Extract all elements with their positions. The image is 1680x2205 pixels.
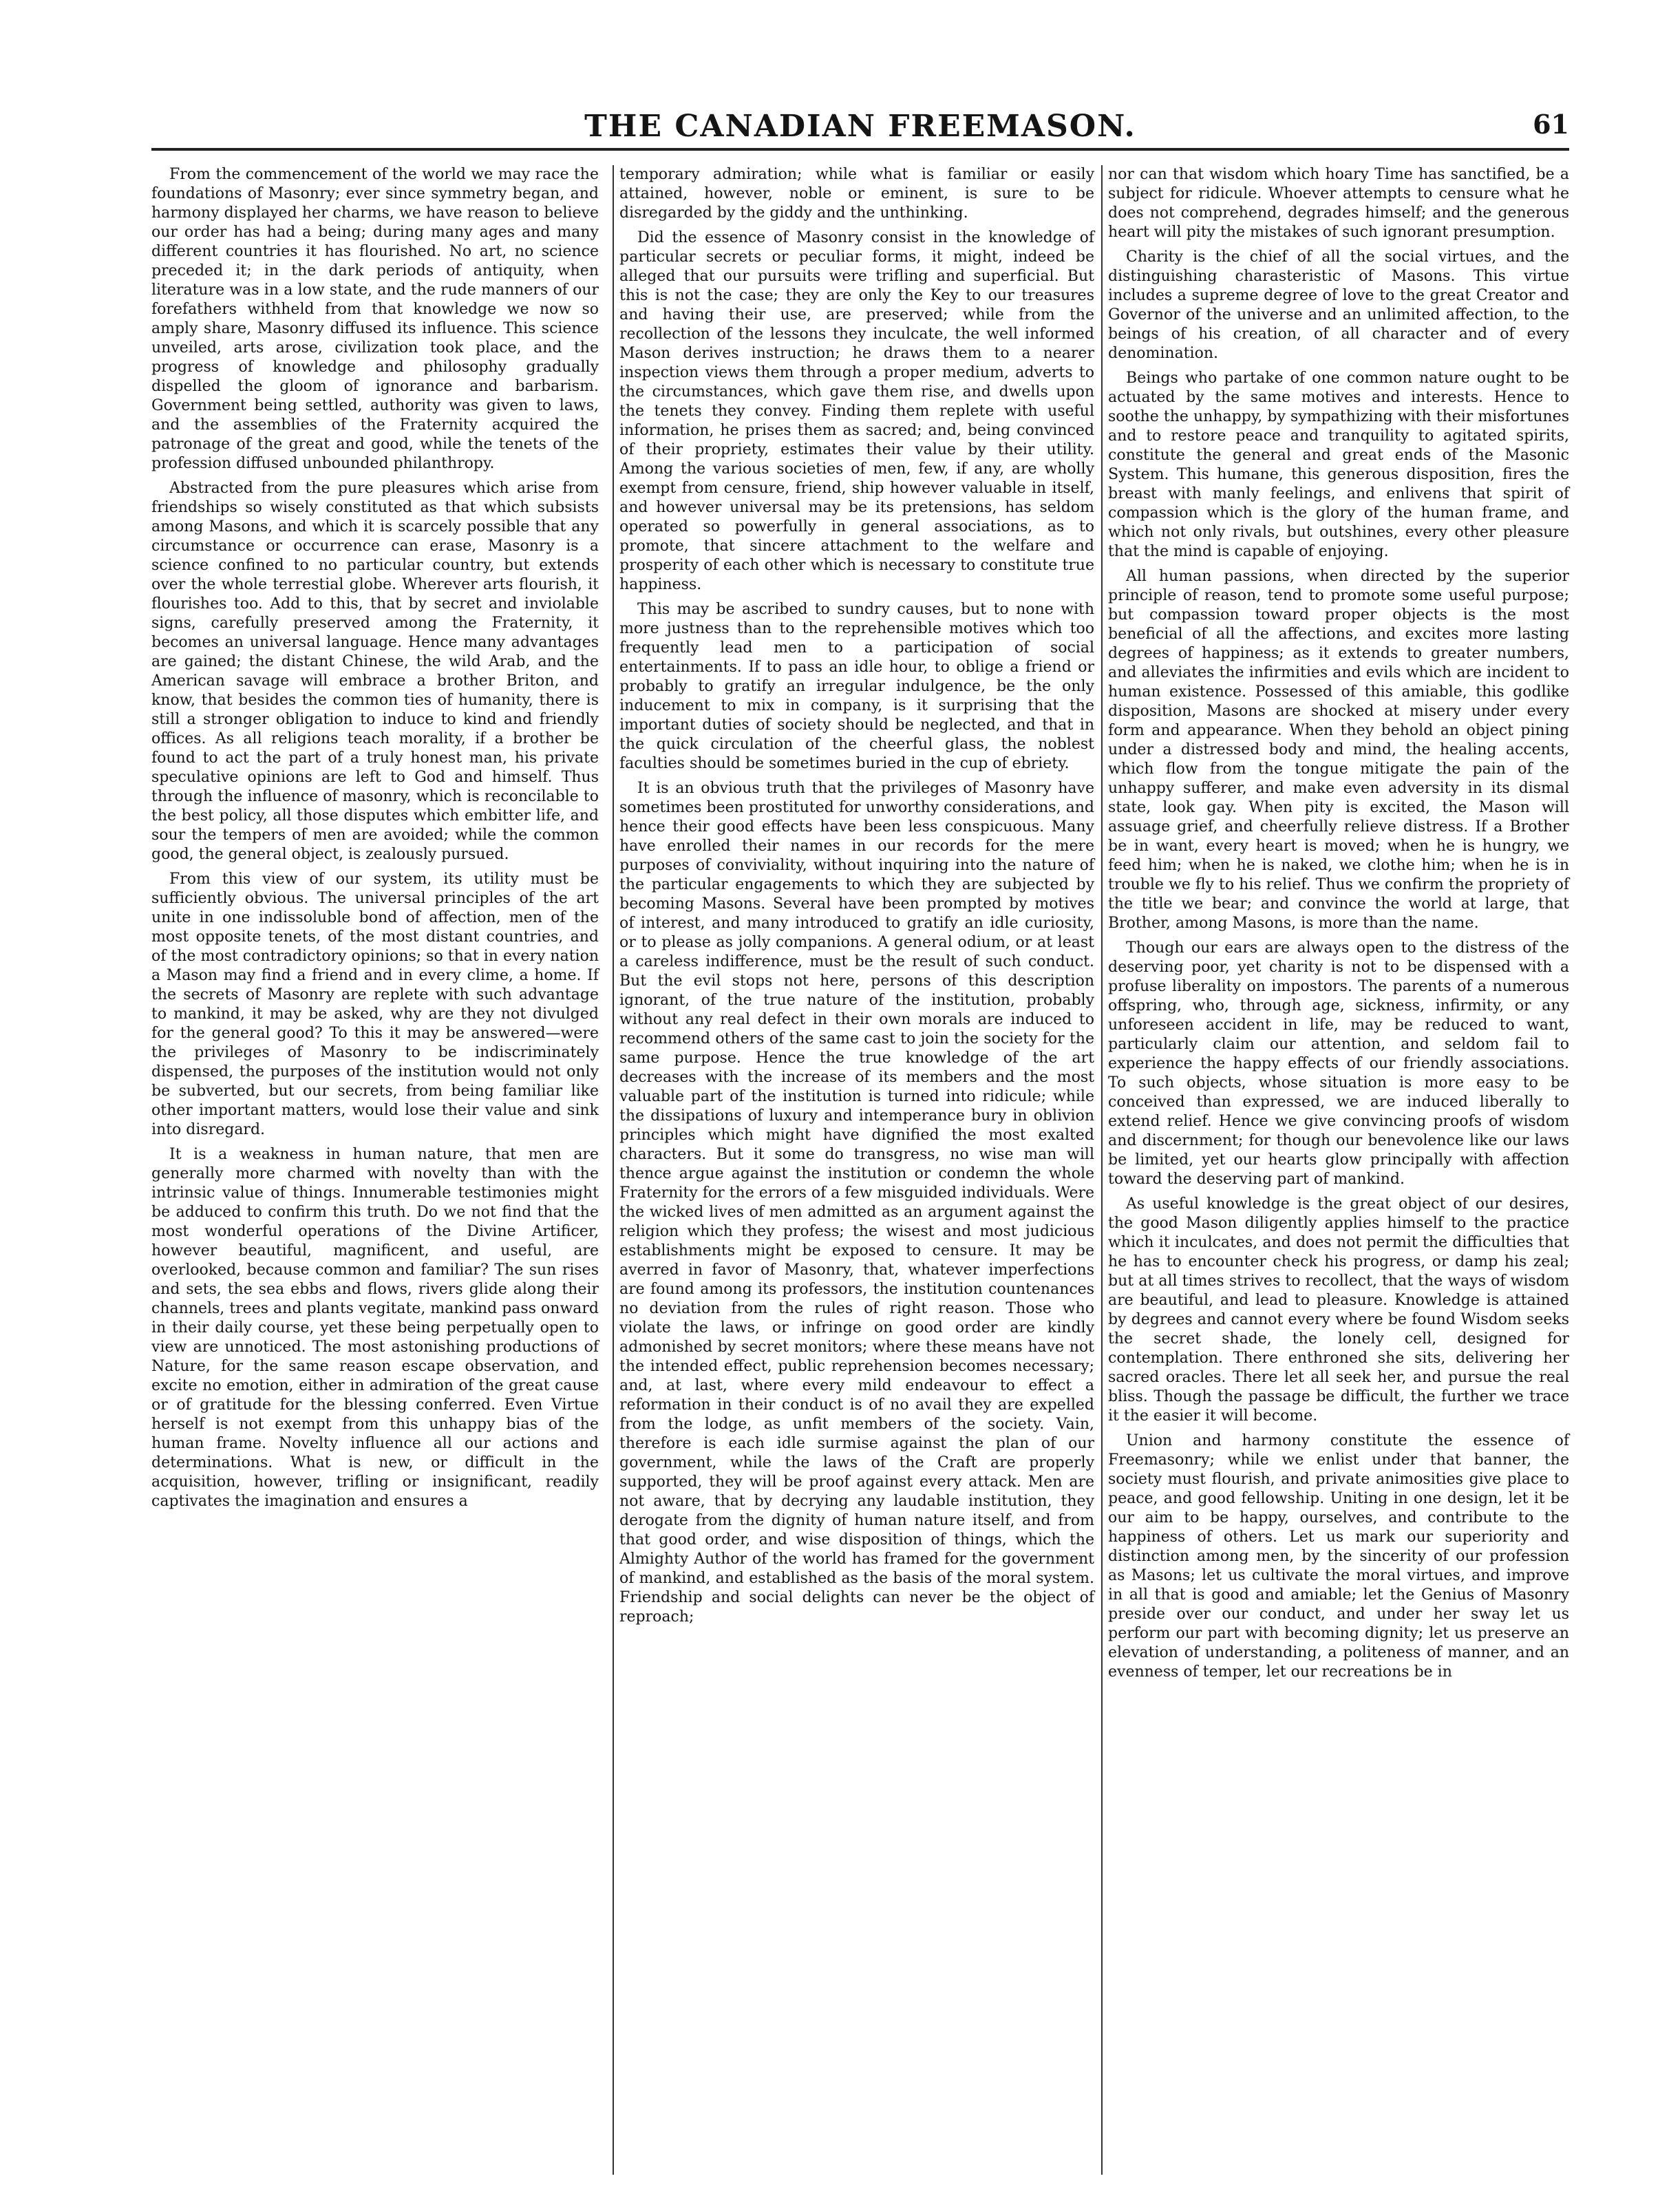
column-3 (1108, 165, 1569, 1687)
paragraph: It is an obvious truth that the privileges of Masonry have sometimes been prostituted for unworthy considerations, and hence their good effects have been less conspicuous. Many have enrolled their names in our records for the mere purposes of conviviality, without inquiring into the nature of the particular engagements to which they are subjected by becoming Masons. Several have been prompted by motives of interest, and many introduced to gratify an idle curiosity, or to please as jolly companions. A general odium, or at least a careless indifference, must be the result of such conduct. But the evil stops not here, persons of this description ignorant, of the true nature of the institution, probably without any real defect in their own morals are induced to recommend others of the same cast to join the society for the same purpose. Hence the true knowledge of the art decreases with the increase of its members and the most valuable part of the institution is turned into ridicule; while the dissipations of luxury and intemperance bury in oblivion principles which might have dignified the most exalted characters. But it some do transgress, no wise man will thence argue against the institution or condemn the whole Fraternity for the errors of a few misguided individuals. Were the wicked lives of men admitted as an argument against the religion which they profess; the wisest and most judicious establishments might be exposed to censure. It may be averred in favor of Masonry, that, whatever imperfections are found among its professors, the institution countenances no deviation from the rules of right reason. Those who violate the laws, or infringe on good order are kindly admonished by secret monitors; where these means have not the intended effect, public reprehension becomes necessary; and, at last, where every mild endeavour to effect a reformation in their conduct is of no avail they are expelled from the lodge, as unfit members of the society. Vain, therefore is each idle surmise against the plan of our government, while the laws of the Craft are properly supported, they will be proof against every attack. Men are not aware, that by decrying any laudable institution, they derogate from the dignity of human nature itself, and from that good order, and wise disposition of things, which the Almighty Author of the world has framed for the government of mankind, and established as the basis of the moral system. Friendship and social delights can never be the object of reproach; (619, 780, 1094, 1626)
page-number: 61 (1533, 109, 1569, 140)
paragraph: Charity is the chief of all the social virtues, and the distinguishing charasteristic of Masons. This virtue includes a supreme degree of love to the great Creator and Governor of the universe and an unlimited affection, to the beings of his creation, of all character and of every denomination. (1108, 248, 1569, 362)
column-1 (151, 165, 599, 1517)
paragraph: All human passions, when directed by the superior principle of reason, tend to promote some useful purpose; but compassion toward proper objects is the most beneficial of all the affections, and excites more lasting degrees of happiness; as it extends to greater numbers, and alleviates the infirmities and evils which are incident to human existence. Possessed of this amiable, this godlike disposition, Masons are shocked at misery under every form and appearance. When they behold an object pining under a distressed body and mind, the healing accents, which flow from the tongue mitigate the pain of the unhappy sufferer, and make even adversity in its dismal state, look gay. When pity is excited, the Mason will assuage grief, and cheerfully relieve distress. If a Brother be in want, every heart is moved; when he is hungry, we feed him; when he is naked, we clothe him; when he is in trouble we fly to his relief. Thus we confirm the propriety of the title we bear; and convince the world at large, that Brother, among Masons, is more than the name. (1108, 568, 1569, 932)
column-divider (1101, 165, 1103, 2175)
paragraph: It is a weakness in human nature, that men are generally more charmed with novelty than with the intrinsic value of things. Innumerable testimonies might be adduced to confirm this truth. Do we not find that the most wonderful operations of the Divine Artificer, however beautiful, magnificent, and useful, are overlooked, because common and familiar? The sun rises and sets, the sea ebbs and flows, rivers glide along their channels, trees and plants vegitate, mankind pass onward in their daily course, yet these being perpetually open to view are unnoticed. The most astonishing productions of Nature, for the same reason escape observation, and excite no emotion, either in admiration of the great cause or of gratitude for the blessing conferred. Even Virtue herself is not exempt from this unhappy bias of the human frame. Novelty influence all our actions and determinations. What is new, or difficult in the acquisition, however, trifling or insignificant, readily captivates the imagination and ensures a (151, 1146, 599, 1510)
paragraph: From this view of our system, its utility must be sufficiently obvious. The universal principles of the art unite in one indissoluble bond of affection, men of the most opposite tenets, of the most distant countries, and of the most contradictory opinions; so that in every nation a Mason may find a friend and in every clime, a home. If the secrets of Masonry are replete with such advantage to mankind, it may be asked, why are they not divulged for the general good? To this it may be answered—were the privileges of Masonry to be indiscriminately dispensed, the purposes of the institution would not only be subverted, but our secrets, from being familiar like other important matters, would lose their value and sink into disregard. (151, 871, 599, 1138)
paragraph: Beings who partake of one common nature ought to be actuated by the same motives and interests. Hence to soothe the unhappy, by sympathizing with their misfortunes and to restore peace and tranquility to agitated spirits, constitute the general and great ends of the Masonic System. This humane, this generous disposition, fires the breast with manly feelings, and enlivens that spirit of compassion which is the glory of the human frame, and which not only rivals, but outshines, every other pleasure that the mind is capable of enjoying. (1108, 370, 1569, 560)
column-2 (619, 165, 1094, 1632)
page-title: THE CANADIAN FREEMASON. (584, 109, 1136, 144)
paragraph: As useful knowledge is the great object of our desires, the good Mason diligently applies himself to the practice which it inculcates, and does not permit the difficulties that he has to encounter check his progress, or damp his zeal; but at all times strives to recollect, that the ways of wisdom are beautiful, and lead to pleasure. Knowledge is attained by degrees and cannot every where be found Wisdom seeks the secret shade, the lonely cell, designed for contemplation. There enthroned she sits, delivering her sacred oracles. There let all seek her, and pursue the real bliss. Though the passage be difficult, the further we trace it the easier it will become. (1108, 1195, 1569, 1425)
paragraph: Abstracted from the pure pleasures which arise from friendships so wisely constituted as that which subsists among Masons, and which it is scarcely possible that any circumstance or occurrence can erase, Masonry is a science confined to no particular country, but extends over the whole terrestial globe. Wherever arts flourish, it flourishes too. Add to this, that by secret and inviolable signs, carefully preserved among the Fraternity, it becomes an universal language. Hence many advantages are gained; the distant Chinese, the wild Arab, and the American savage will embrace a brother Briton, and know, that besides the common ties of humanity, there is still a stronger obligation to induce to kind and friendly offices. As all religions teach morality, if a brother be found to act the part of a truly honest man, his private speculative opinions are left to God and himself. Thus through the influence of masonry, which is reconcilable to the best policy, all those disputes which embitter life, and sour the tempers of men are avoided; while the common good, the general object, is zealously pursued. (151, 480, 599, 863)
column-divider (613, 165, 614, 2175)
paragraph: Did the essence of Masonry consist in the knowledge of particular secrets or peculiar forms, it might, indeed be alleged that our pursuits were trifling and superficial. But this is not the case; they are only the Key to our treasures and having their use, are preserved; while from the recollection of the lessons they inculcate, the well informed Mason derives instruction; he draws them to a nearer inspection views them through a proper medium, adverts to the circumstances, which gave them rise, and dwells upon the tenets they convey. Finding them replete with useful information, he prises them as sacred; and, being convinced of their propriety, estimates their value by their utility. Among the various societies of men, few, if any, are wholly exempt from censure, friend, ship however valuable in itself, and however universal may be its pretensions, has seldom operated so powerfully in general associations, as to promote, that sincere attachment to the welfare and prosperity of each other which is necessary to constitute true happiness. (619, 229, 1094, 593)
paragraph: Union and harmony constitute the essence of Freemasonry; while we enlist under that banner, the society must flourish, and private animosities give place to peace, and good fellowship. Uniting in one design, let it be our aim to be happy, ourselves, and contribute to the happiness of others. Let us mark our superiority and distinction among men, by the sincerity of our profession as Masons; let us cultivate the moral virtues, and improve in all that is good and amiable; let the Genius of Masonry preside over our conduct, and under her sway let us perform our part with becoming dignity; let us preserve an elevation of understanding, a politeness of manner, and an evenness of temper, let our recreations be in (1108, 1432, 1569, 1681)
header-rule (151, 148, 1569, 151)
paragraph: temporary admiration; while what is familiar or easily attained, however, noble or eminent, is sure to be disregarded by the giddy and the unthinking. (619, 166, 1094, 222)
page-header (151, 103, 1569, 151)
paragraph: This may be ascribed to sundry causes, but to none with more justness than to the reprehensible motives which too frequently lead men to a participation of social entertainments. If to pass an idle hour, to oblige a friend or probably to gratify an irregular indulgence, be the only inducement to mix in company, is it surprising that the important duties of society should be neglected, and that in the quick circulation of the cheerful glass, the noblest faculties should be sometimes buried in the cup of ebriety. (619, 601, 1094, 772)
paragraph: nor can that wisdom which hoary Time has sanctified, be a subject for ridicule. Whoever attempts to censure what he does not comprehend, degrades himself; and the generous heart will pity the mistakes of such ignorant presumption. (1108, 166, 1569, 241)
paragraph: Though our ears are always open to the distress of the deserving poor, yet charity is not to be dispensed with a profuse liberality on impostors. The parents of a numerous offspring, who, through age, sickness, infirmity, or any unforeseen accident in life, may be reduced to want, particularly claim our attention, and seldom fail to experience the happy effects of our friendly associations. To such objects, whose situation is more easy to be conceived than expressed, we are induced liberally to extend relief. Hence we give convincing proofs of wisdom and discernment; for though our benevolence like our laws be limited, yet our hearts glow principally with affection toward the deserving part of mankind. (1108, 939, 1569, 1188)
paragraph: From the commencement of the world we may race the foundations of Masonry; ever since symmetry began, and harmony displayed her charms, we have reason to believe our order has had a being; during many ages and many different countries it has flourished. No art, no science preceded it; in the dark periods of antiquity, when literature was in a low state, and the rude manners of our forefathers withheld from that knowledge we now so amply share, Masonry diffused its influence. This science unveiled, arts arose, civilization took place, and the progress of knowledge and philosophy gradually dispelled the gloom of ignorance and barbarism. Government being settled, authority was given to laws, and the assemblies of the Fraternity acquired the patronage of the great and good, while the tenets of the profession diffused unbounded philanthropy. (151, 166, 599, 472)
